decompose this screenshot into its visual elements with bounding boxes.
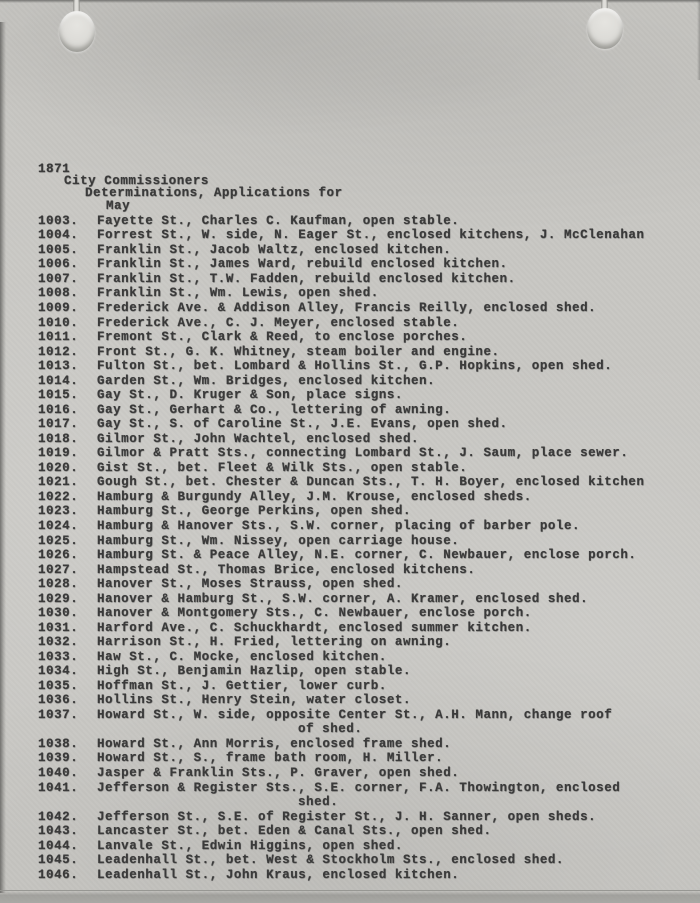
entry-number: 1027.: [38, 562, 79, 577]
entry-text: Jasper & Franklin Sts., P. Graver, open shed.: [97, 766, 460, 780]
entry-number: 1040.: [38, 766, 79, 780]
entry-number: 1018.: [38, 431, 79, 446]
entry-text: Gough St., bet. Chester & Duncan Sts., T. H. Boyer, enclosed kitchen: [97, 475, 645, 490]
entry-number: 1029.: [38, 591, 79, 606]
ledger-entry: [0, 563, 700, 578]
entry-number: 1019.: [38, 446, 79, 461]
entry-number: 1023.: [38, 504, 79, 519]
entry-text: Hoffman St., J. Gettier, lower curb.: [97, 678, 387, 693]
ledger-entry: [0, 548, 700, 563]
entry-number: 1033.: [38, 649, 79, 664]
entry-text: Fayette St., Charles C. Kaufman, open stable.: [97, 213, 460, 228]
ledger-entry: [0, 519, 700, 534]
entry-number: 1003.: [38, 213, 79, 228]
ledger-entry: [0, 635, 700, 650]
entry-number: 1022.: [38, 489, 79, 504]
entry-number: 1016.: [38, 402, 79, 417]
entry-number: 1009.: [38, 301, 79, 315]
entry-number: 1036.: [38, 693, 79, 708]
ledger-entry: [0, 737, 700, 752]
ledger-entry: [0, 766, 700, 781]
entry-text: Frederick Ave. & Addison Alley, Francis Reilly, enclosed shed.: [97, 301, 597, 315]
entry-text: High St., Benjamin Hazlip, open stable.: [97, 664, 411, 679]
ledger-entry: [0, 214, 700, 229]
entry-text: Harford Ave., C. Schuckhardt, enclosed summer kitchen.: [97, 620, 532, 635]
entry-text: Leadenhall St., John Kraus, enclosed kitchen.: [97, 867, 460, 882]
entry-text: Howard St., Ann Morris, enclosed frame shed.: [97, 736, 452, 751]
entry-number: 1021.: [38, 475, 79, 490]
entry-text: Hanover & Hamburg St., S.W. corner, A. Kramer, enclosed shed.: [97, 591, 589, 606]
entry-number: 1024.: [38, 518, 79, 533]
entry-text: Gilmor & Pratt Sts., connecting Lombard St., J. Saum, place sewer.: [97, 446, 629, 461]
ledger-entry: [0, 606, 700, 621]
ledger-entry: [0, 243, 700, 258]
entry-text: Hamburg St., George Perkins, open shed.: [97, 504, 411, 519]
entry-text: Franklin St., Jacob Waltz, enclosed kitchen.: [97, 242, 452, 257]
ledger-entry: [0, 679, 700, 694]
punch-hole-right: [587, 8, 623, 49]
entry-text: Gist St., bet. Fleet & Wilk Sts., open stable.: [97, 460, 468, 475]
entry-text: Jefferson & Register Sts., S.E. corner, F.A. Thowington, enclosed: [97, 780, 621, 795]
entry-number: 1017.: [38, 417, 79, 432]
entry-number: 1037.: [38, 707, 79, 722]
entry-number: 1006.: [38, 257, 79, 272]
entry-text: Gilmor St., John Wachtel, enclosed shed.: [97, 431, 420, 446]
ledger-entry: [0, 446, 700, 461]
entry-number: 1011.: [38, 330, 79, 345]
ledger-entry: [0, 316, 700, 331]
entry-text: Fulton St., bet. Lombard & Hollins St., G.P. Hopkins, open shed.: [97, 359, 613, 374]
ledger-entry: [0, 839, 700, 854]
entry-number: 1044.: [38, 838, 79, 853]
entry-text: Franklin St., Wm. Lewis, open shed.: [97, 286, 379, 301]
entry-text: Gay St., D. Kruger & Son, place signs.: [97, 388, 403, 403]
entry-text: Harrison St., H. Fried, lettering on awning.: [97, 635, 452, 650]
ledger-entry: [0, 577, 700, 592]
entry-number: 1012.: [38, 344, 79, 359]
entry-text: Haw St., C. Mocke, enclosed kitchen.: [97, 649, 387, 664]
ledger-entry: [0, 330, 700, 345]
ledger-entry: [0, 693, 700, 708]
punch-hole-left: [59, 11, 95, 52]
page-year: 1871: [38, 162, 71, 176]
ledger-entry: [0, 490, 700, 505]
ledger-entry: [0, 751, 700, 766]
entry-text: Gay St., Gerhart & Co., lettering of awning.: [97, 402, 452, 417]
ledger-entry: [0, 374, 700, 389]
ledger-entry: [0, 868, 700, 883]
ledger-entry: [0, 664, 700, 679]
entry-text: Jefferson St., S.E. of Register St., J. H. Sanner, open sheds.: [97, 809, 597, 824]
entry-number: 1032.: [38, 635, 79, 650]
entry-number: 1025.: [38, 533, 79, 548]
entry-number: 1010.: [38, 315, 79, 330]
ledger-entry: [0, 650, 700, 665]
entry-text: Hanover & Montgomery Sts., C. Newbauer, enclose porch.: [97, 606, 532, 621]
entry-text: Leadenhall St., bet. West & Stockholm Sts., enclosed shed.: [97, 853, 564, 868]
entry-number: 1046.: [38, 867, 79, 882]
entry-number: 1041.: [38, 780, 79, 795]
entry-text: Fremont St., Clark & Reed, to enclose porches.: [97, 330, 468, 345]
entry-number: 1043.: [38, 824, 79, 839]
entry-number: 1007.: [38, 271, 79, 286]
entry-number: 1045.: [38, 853, 79, 868]
entry-number: 1020.: [38, 460, 79, 475]
ledger-entry: [0, 534, 700, 549]
page-bottom-edge-shadow: [0, 890, 700, 903]
entry-text: Front St., G. K. Whitney, steam boiler and engine.: [97, 344, 500, 359]
entry-text: Forrest St., W. side, N. Eager St., enclosed kitchens, J. McClenahan: [97, 228, 645, 243]
entry-number: 1014.: [38, 373, 79, 388]
ledger-entry: [0, 272, 700, 287]
ledger-entry: [0, 359, 700, 374]
entry-text: Hamburg & Burgundy Alley, J.M. Krouse, enclosed sheds.: [97, 489, 532, 504]
entry-text: Hampstead St., Thomas Brice, enclosed kitchens.: [97, 562, 476, 577]
ledger-entry: [0, 286, 700, 301]
entry-text: Hanover St., Moses Strauss, open shed.: [97, 577, 403, 592]
entry-text: Franklin St., James Ward, rebuild enclosed kitchen.: [97, 257, 508, 272]
entry-text: Franklin St., T.W. Fadden, rebuild enclosed kitchen.: [97, 271, 516, 286]
entry-text: Garden St., Wm. Bridges, enclosed kitchen.: [97, 373, 436, 388]
entry-text: Hamburg St., Wm. Nissey, open carriage house.: [97, 533, 460, 548]
entry-text: Lanvale St., Edwin Higgins, open shed.: [97, 838, 403, 853]
entry-text: Howard St., W. side, opposite Center St., A.H. Mann, change roof: [97, 707, 613, 722]
ledger-entry: [0, 504, 700, 519]
ledger-entry: [0, 345, 700, 360]
ledger-entry: [0, 810, 700, 825]
entry-text: Hamburg & Hanover Sts., S.W. corner, placing of barber pole.: [97, 518, 581, 533]
application-entry-list: [0, 214, 700, 882]
entry-text: Howard St., S., frame bath room, H. Miller.: [97, 751, 444, 766]
ledger-entry: [0, 417, 700, 432]
entry-number: 1013.: [38, 359, 79, 374]
entry-text-continuation: of shed.: [298, 722, 363, 737]
ledger-entry: [0, 257, 700, 272]
ledger-entry: [0, 388, 700, 403]
ledger-entry: [0, 781, 700, 796]
entry-text-continuation: shed.: [298, 795, 339, 810]
ledger-entry: [0, 475, 700, 490]
entry-text: Gay St., S. of Caroline St., J.E. Evans, open shed.: [97, 417, 508, 432]
ledger-entry: [0, 853, 700, 868]
page-heading-line2: Determinations, Applications for: [85, 186, 343, 201]
ledger-entry: [0, 301, 700, 316]
entry-number: 1031.: [38, 620, 79, 635]
ledger-entry: [0, 592, 700, 607]
page-heading-line3: May: [106, 198, 131, 213]
entry-text: Hamburg St. & Peace Alley, N.E. corner, C. Newbauer, enclose porch.: [97, 548, 637, 563]
ledger-entry: [0, 708, 700, 723]
page-heading-line1: City Commissioners: [64, 174, 209, 189]
entry-number: 1038.: [38, 736, 79, 751]
entry-number: 1030.: [38, 606, 79, 621]
entry-number: 1008.: [38, 286, 79, 301]
typewritten-page: [0, 163, 700, 882]
entry-number: 1028.: [38, 577, 79, 592]
page-top-edge-shadow: [0, 0, 700, 3]
entry-number: 1039.: [38, 751, 79, 766]
ledger-entry: [0, 621, 700, 636]
entry-number: 1004.: [38, 228, 79, 243]
entry-number: 1015.: [38, 388, 79, 403]
ledger-entry: [0, 461, 700, 476]
entry-text: Hollins St., Henry Stein, water closet.: [97, 693, 411, 708]
entry-number: 1005.: [38, 242, 79, 257]
entry-number: 1042.: [38, 809, 79, 824]
ledger-entry: [0, 403, 700, 418]
entry-number: 1026.: [38, 548, 79, 563]
entry-text: Lancaster St., bet. Eden & Canal Sts., open shed.: [97, 824, 492, 839]
ledger-entry: [0, 432, 700, 447]
entry-text: Frederick Ave., C. J. Meyer, enclosed stable.: [97, 315, 460, 330]
entry-number: 1034.: [38, 664, 79, 679]
ledger-entry: [0, 228, 700, 243]
entry-number: 1035.: [38, 678, 79, 693]
ledger-entry: [0, 824, 700, 839]
